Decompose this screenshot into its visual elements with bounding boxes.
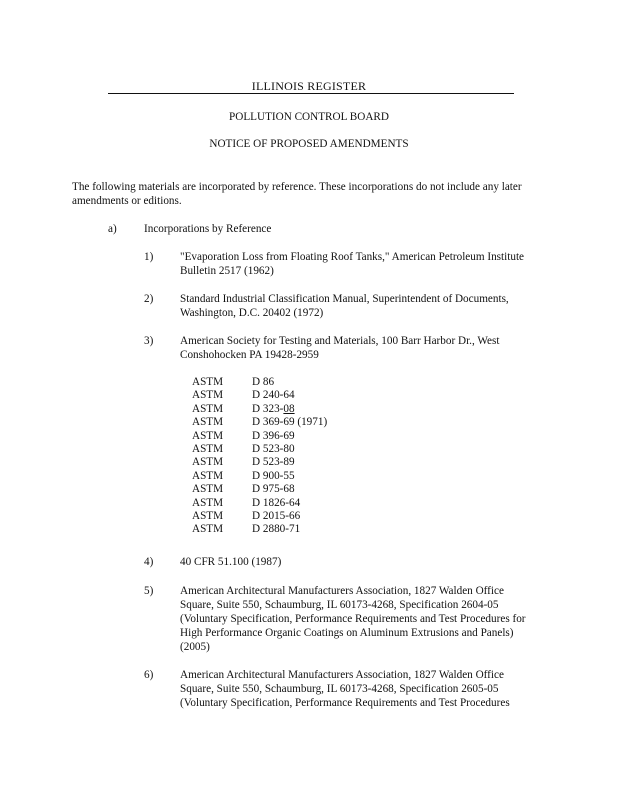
notice-title: NOTICE OF PROPOSED AMENDMENTS xyxy=(209,138,409,150)
astm-standard: D 900-55 xyxy=(252,469,295,482)
item-number: 6) xyxy=(144,669,154,681)
item-text: American Architectural Manufacturers Association, 1827 Walden Office Square, Suite 550, Schaumburg, IL 60173-4268, Specification 2604-05 (Voluntary Specification, Performance Requirements and Test Procedures for High Performance Organic Coatings on Aluminum Extrusions and Panels) (2005) xyxy=(180,585,526,653)
table-row xyxy=(192,456,327,469)
astm-org: ASTM xyxy=(192,456,224,469)
table-row xyxy=(192,497,327,510)
astm-org: ASTM xyxy=(192,376,224,388)
astm-standards-table xyxy=(192,376,327,537)
astm-standard: D 975-68 xyxy=(252,483,295,496)
astm-standard: D 1826-64 xyxy=(252,496,301,509)
astm-org: ASTM xyxy=(192,429,224,442)
section-label: a) xyxy=(108,223,117,235)
table-row xyxy=(192,470,327,483)
section-heading: Incorporations by Reference xyxy=(144,223,272,235)
astm-standard xyxy=(252,403,327,416)
item-text: 40 CFR 51.100 (1987) xyxy=(180,556,282,568)
header-rule xyxy=(108,93,514,94)
item-text: American Society for Testing and Materials, 100 Barr Harbor Dr., West Conshohocken PA 19428-2959 xyxy=(180,335,500,361)
item-number: 3) xyxy=(144,335,154,347)
item-number: 4) xyxy=(144,556,154,568)
astm-org: ASTM xyxy=(192,510,224,523)
item-text: "Evaporation Loss from Floating Roof Tanks," American Petroleum Institute Bulletin 2517 (1962) xyxy=(180,251,525,277)
astm-org: ASTM xyxy=(192,402,224,415)
table-row xyxy=(192,376,327,389)
table-row xyxy=(192,523,327,536)
astm-standard-amended-year: 08 xyxy=(283,402,295,415)
item-number: 5) xyxy=(144,585,154,597)
astm-standard: D 396-69 xyxy=(252,429,295,442)
intro-paragraph: The following materials are incorporated by reference. These incorporations do not include any later amendments or editions. xyxy=(72,181,522,207)
item-number: 2) xyxy=(144,293,154,305)
table-row xyxy=(192,443,327,456)
table-row xyxy=(192,430,327,443)
item-text: Standard Industrial Classification Manual, Superintendent of Documents, Washington, D.C. 20402 (1972) xyxy=(180,293,509,319)
astm-standard: D 2015-66 xyxy=(252,510,301,523)
register-title: ILLINOIS REGISTER xyxy=(251,79,367,93)
astm-org: ASTM xyxy=(192,389,224,402)
astm-org: ASTM xyxy=(192,496,224,509)
table-row xyxy=(192,483,327,496)
astm-standard: D 369-69 (1971) xyxy=(252,416,328,429)
table-row xyxy=(192,389,327,402)
table-row xyxy=(192,510,327,523)
table-row xyxy=(192,403,327,416)
board-name: POLLUTION CONTROL BOARD xyxy=(229,111,389,123)
astm-standard: D 523-80 xyxy=(252,443,295,456)
astm-standard: D 240-64 xyxy=(252,389,295,402)
astm-standard-prefix: D 323- xyxy=(252,402,284,415)
astm-org: ASTM xyxy=(192,416,224,429)
astm-standard: D 2880-71 xyxy=(252,523,301,536)
item-number: 1) xyxy=(144,251,154,263)
astm-standard: D 86 xyxy=(252,376,275,388)
table-row xyxy=(192,416,327,429)
item-text: American Architectural Manufacturers Association, 1827 Walden Office Square, Suite 550, Schaumburg, IL 60173-4268, Specification 2605-05 (Voluntary Specification, Performance Requirements and Test Procedures xyxy=(180,669,510,709)
astm-standard: D 523-89 xyxy=(252,456,295,469)
astm-org: ASTM xyxy=(192,523,224,536)
astm-org: ASTM xyxy=(192,443,224,456)
astm-org: ASTM xyxy=(192,483,224,496)
astm-org: ASTM xyxy=(192,469,224,482)
